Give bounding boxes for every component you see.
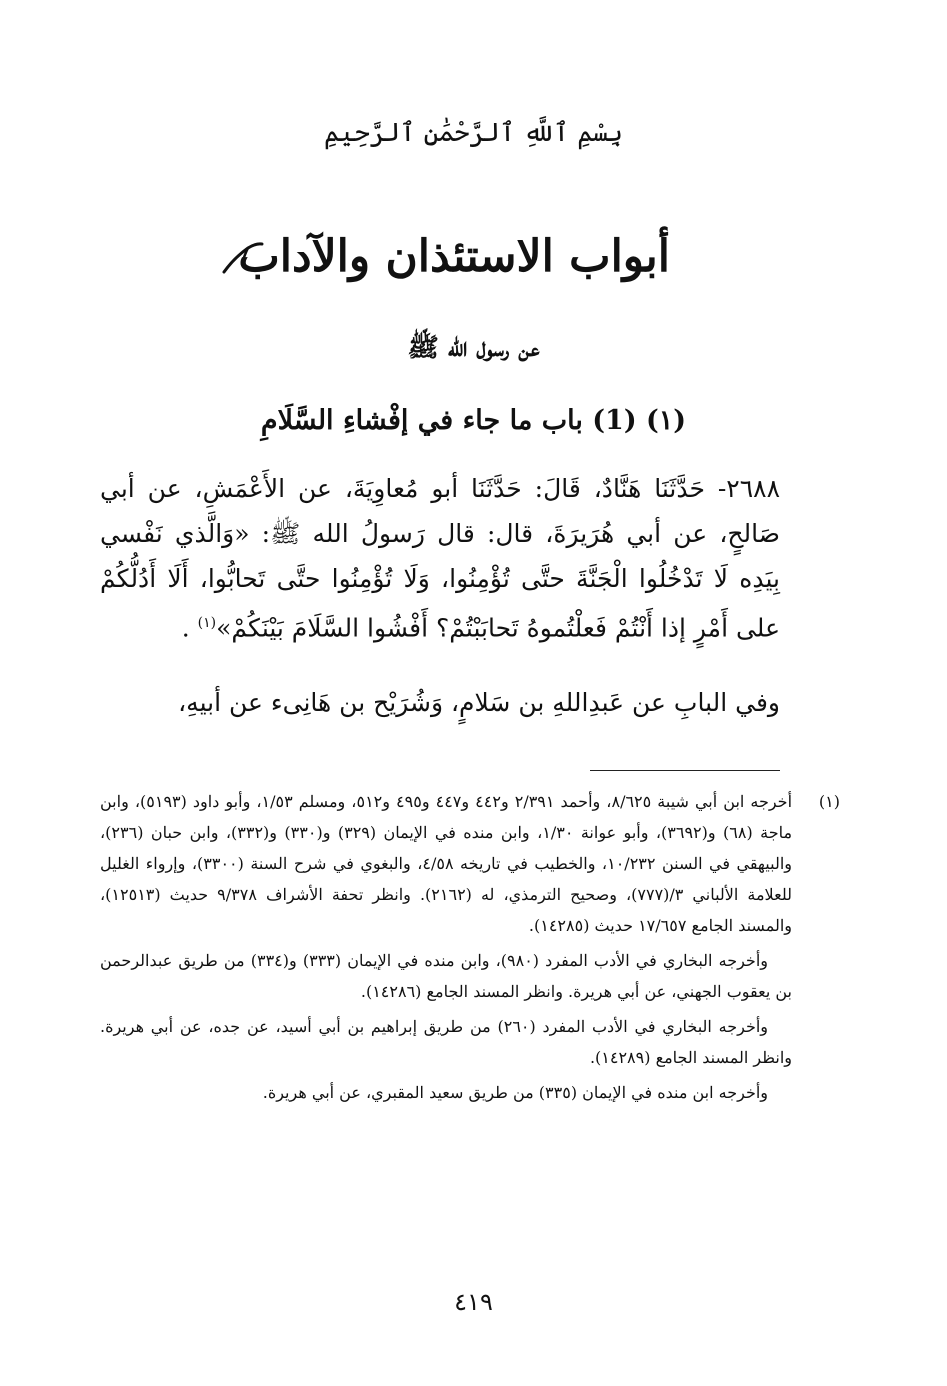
- section-title: (١) (1) باب ما جاء في إفْشاءِ السَّلَامِ: [260, 405, 687, 436]
- footnote-paragraph: وأخرجه البخاري في الأدب المفرد (٩٨٠)، وابن منده في الإيمان (٣٣٣) و(٣٣٤) من طريق عبدالرحمن بن يعقوب الجهني، عن أبي هريرة. وانظر المسند الجامع (١٤٢٨٦).: [100, 951, 792, 1001]
- footnote-reference: (١): [197, 615, 217, 631]
- hadith-body: ٢٦٨٨- حَدَّثَنَا هَنَّادٌ، قَالَ: حَدَّثَنَا أبو مُعاوِيَةَ، عن الأَعْمَشِ، عن أبي صَالحٍ، عن أبي هُرَيرَةَ، قال: قال رَسولُ الله ﷺ: «وَالَّذي نَفْسي بِيَدِه لَا تَدْخُلُوا الْجَنَّةَ حتَّى تُؤْمِنُوا، وَلَا تُؤْمِنُوا حتَّى تَحابُّوا، أَلَا أَدُلُّكُمْ على أَمْرٍ إذا أَنْتُمْ فَعلْتُموهُ تَحابَبْتُمْ؟ أَفْشُوا السَّلَامَ بَيْنَكُمْ»: [100, 474, 780, 643]
- footnote-1: [100, 786, 840, 1108]
- footnote-paragraph: وأخرجه ابن منده في الإيمان (٣٣٥) من طريق سعيد المقبري، عن أبي هريرة.: [262, 1083, 768, 1102]
- chapter-note: وفي البابِ عن عَبدِاللهِ بن سَلامٍ، وَشُرَيْح بن هَانِىء عن أبيهِ،: [178, 688, 780, 717]
- footnote-body: [100, 786, 792, 1108]
- footnote-paragraph: وأخرجه البخاري في الأدب المفرد (٢٦٠) من طريق إبراهيم بن أبي أسيد، عن جده، عن أبي هريرة. وانظر المسند الجامع (١٤٢٨٩).: [100, 1017, 792, 1067]
- footnote-separator: [590, 770, 780, 771]
- title-flourish-mark: [218, 238, 268, 278]
- hadith-text: [100, 466, 780, 650]
- footnote-paragraph: أخرجه ابن أبي شيبة ٨/٦٢٥، وأحمد ٢/٣٩١ و٤٤٢ و٤٤٧ و٤٩٥ و٥١٢، ومسلم ١/٥٣، وأبو داود (٥١٩٣)، وابن ماجة (٦٨) و(٣٦٩٢)، وأبو عوانة ١/٣٠، وابن منده في الإيمان (٣٢٩) و(٣٣٠) و(٣٣٢)، وابن حبان (٢٣٦)، والبيهقي في السنن ١٠/٢٣٢، والخطيب في تاريخه ٤/٥٨، والبغوي في شرح السنة (٣٣٠٠)، وإرواء الغليل للعلامة الألباني ٣/(٧٧٧)، وصحيح الترمذي، له (٢١٦٢). وانظر تحفة الأشراف ٩/٣٧٨ حديث (١٢٥١٣)، والمسند الجامع ١٧/٦٥٧ حديث (١٤٢٨٥).: [100, 792, 793, 935]
- basmala-header: بِسْمِ ٱللَّهِ ٱلرَّحْمَٰنِ ٱلرَّحِيمِ: [323, 118, 623, 148]
- footnote-number: (١): [818, 792, 840, 811]
- chapter-title: أبواب الاستئذان والآداب: [238, 231, 670, 282]
- chapter-subtitle: عن رسول الله ﷺ: [407, 333, 540, 363]
- footnotes: [100, 786, 840, 1108]
- page-number: ٤١٩: [454, 1288, 493, 1316]
- hadith-end: .: [181, 613, 198, 643]
